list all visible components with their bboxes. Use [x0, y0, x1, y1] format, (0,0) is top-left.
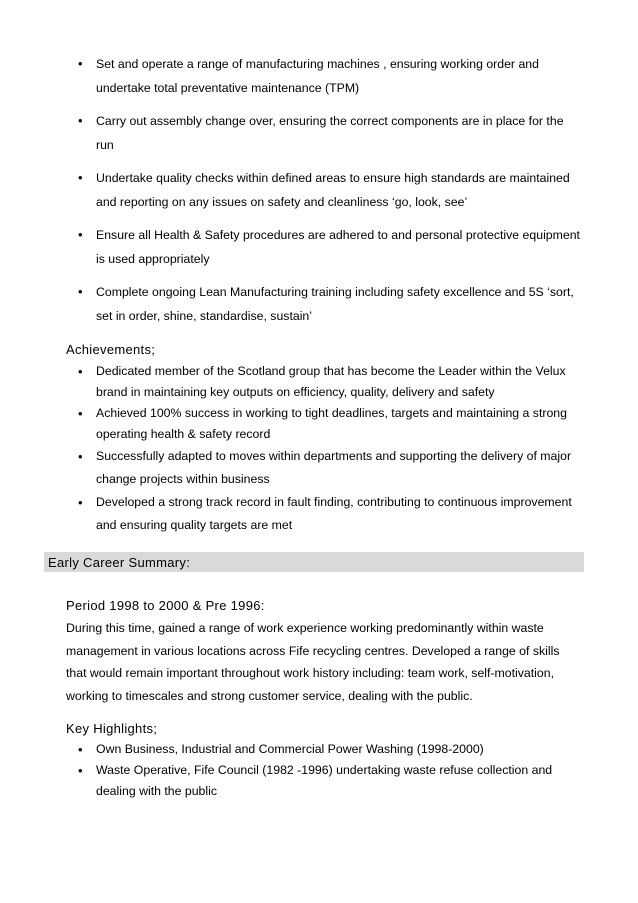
early-career-section-bar [44, 552, 584, 572]
list-item: • Ensure all Health & Safety procedures are adhered to and personal protective equipment is used appropriately [78, 223, 583, 271]
list-item: • Undertake quality checks within defined areas to ensure high standards are maintained and reporting on any issues on safety and cleanliness ‘go, look, see’ [78, 166, 583, 214]
early-career-summary: During this time, gained a range of work experience working predominantly within waste management in various locations across Fife recycling centres. Developed a range of skills that would remain important throughout work history including: team work, self-motivation, working to timescales and strong customer service, dealing with the public. [66, 621, 560, 703]
achievements-list [78, 361, 583, 537]
list-item: • Successfully adapted to moves within departments and supporting the delivery of major change projects within business [78, 445, 583, 491]
list-item: • Complete ongoing Lean Manufacturing training including safety excellence and 5S ‘sort, set in order, shine, standardise, sustain’ [78, 280, 583, 328]
list-item: • Developed a strong track record in fault finding, contributing to continuous improvement and ensuring quality targets are met [78, 491, 583, 537]
list-item: • Dedicated member of the Scotland group that has become the Leader within the Velux brand in maintaining key outputs on efficiency, quality, delivery and safety [78, 361, 583, 403]
achievements-heading: Achievements; [66, 342, 156, 357]
key-highlights-heading: Key Highlights; [66, 721, 158, 736]
list-item: • Own Business, Industrial and Commercial Power Washing (1998-2000) [78, 739, 583, 760]
list-item: • Carry out assembly change over, ensuring the correct components are in place for the run [78, 109, 583, 157]
period-heading: Period 1998 to 2000 & Pre 1996: [66, 598, 265, 613]
list-item: • Set and operate a range of manufacturing machines , ensuring working order and undertake total preventative maintenance (TPM) [78, 52, 583, 100]
highlights-list [78, 739, 583, 802]
list-item: • Waste Operative, Fife Council (1982 -1996) undertaking waste refuse collection and dealing with the public [78, 760, 583, 802]
responsibilities-list [78, 52, 583, 337]
list-item: • Achieved 100% success in working to tight deadlines, targets and maintaining a strong operating health & safety record [78, 403, 583, 445]
section-title: Early Career Summary: [48, 555, 191, 570]
